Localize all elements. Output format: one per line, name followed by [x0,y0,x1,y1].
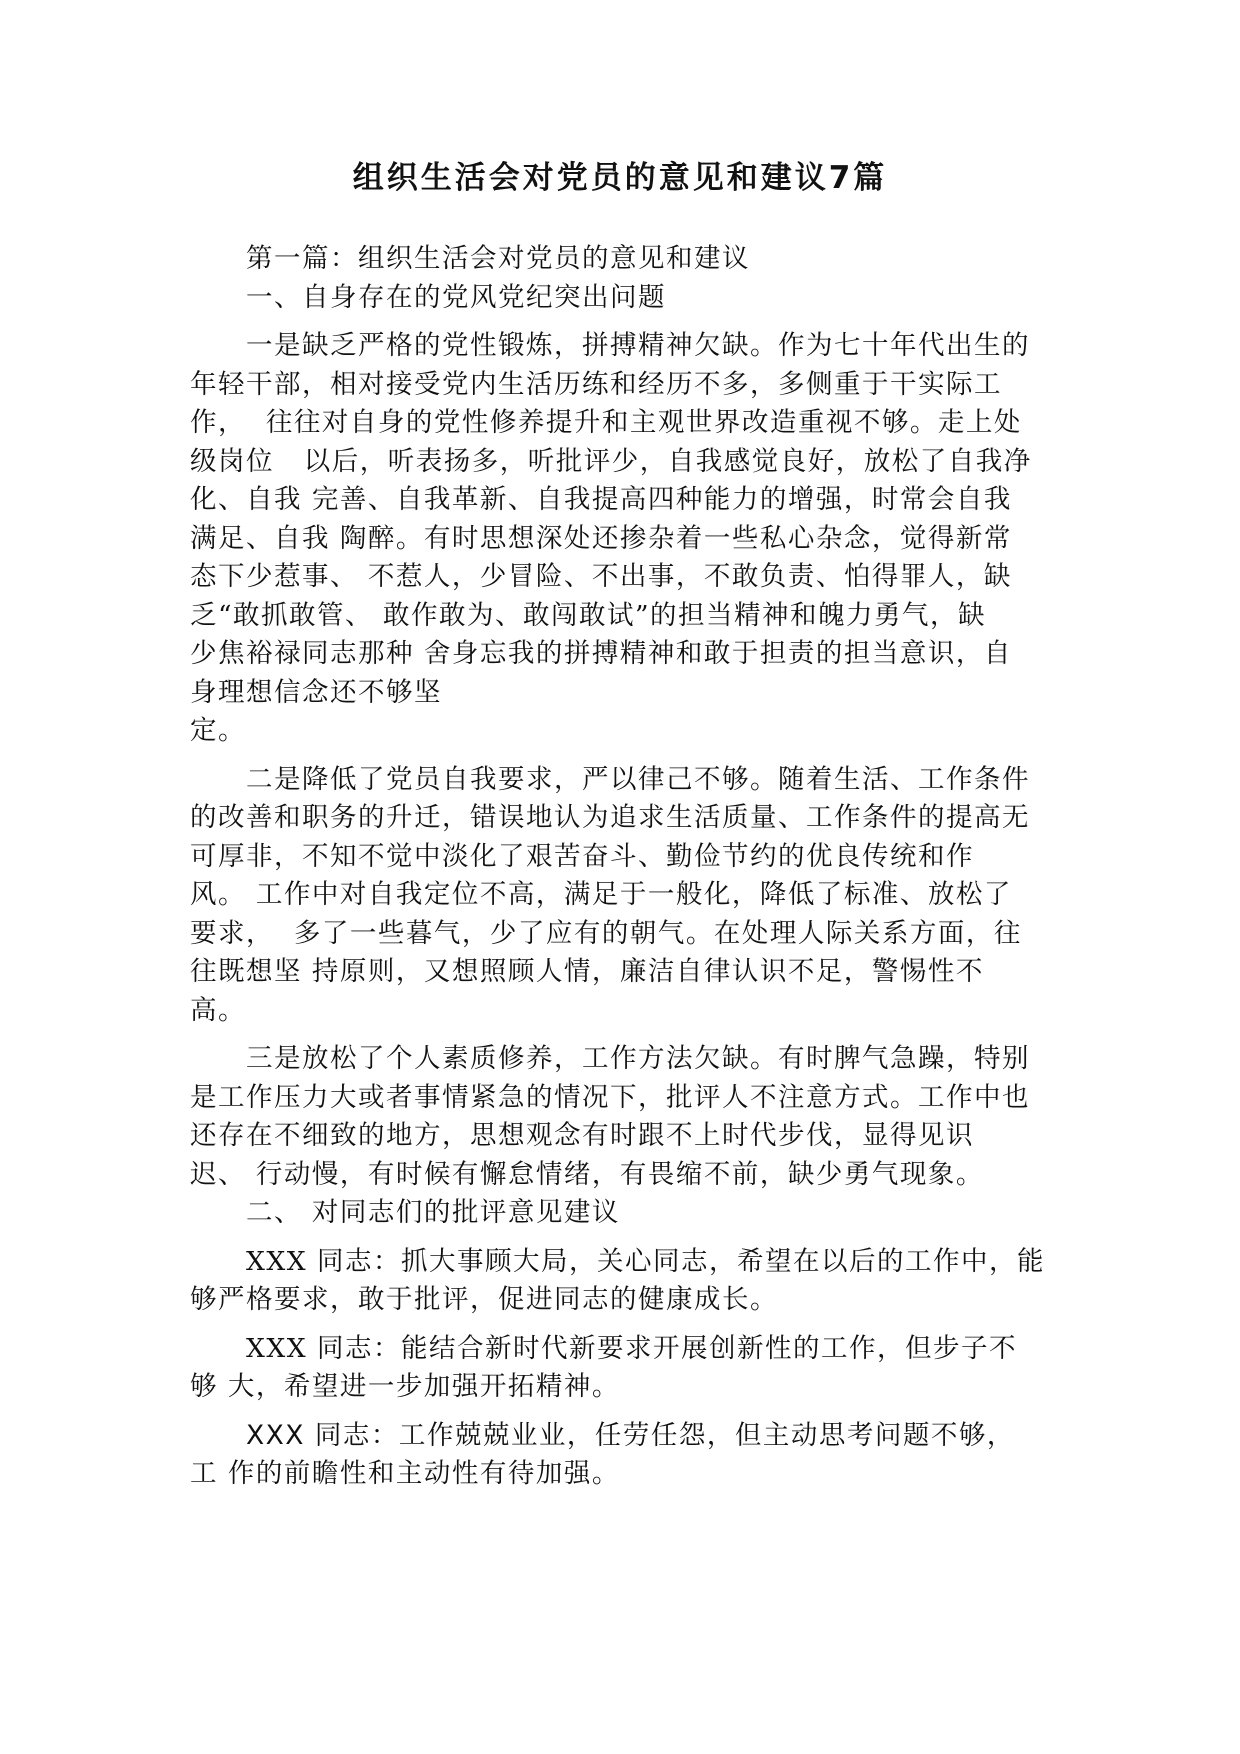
paragraph-1 [190,327,1060,751]
paragraph-line: 往既想坚 持原则，又想照顾人情，廉洁自律认识不足，警惕性不 [190,956,984,987]
paragraph-line: 三是放松了个人素质修养，工作方法欠缺。有时脾气急躁，特别 [246,1043,1030,1074]
paragraph-line: 化、自我 完善、自我革新、自我提高四种能力的增强，时常会自我 [190,484,1012,515]
document-title: 组织生活会对党员的意见和建议7篇 [352,160,888,196]
paragraph-line: 高。 [190,994,246,1026]
paragraph-line: XXX 同志：能结合新时代新要求开展创新性的工作，但步子不 [246,1332,1018,1364]
paragraph-line: 身理想信念还不够坚 [190,676,442,708]
paragraph-line: 要求， 多了一些暮气，少了应有的朝气。在处理人际关系方面，往 [190,917,1022,949]
paragraph-line: 少焦裕禄同志那种 舍身忘我的拼搏精神和敢于担责的担当意识，自 [190,638,1012,669]
paragraph-line: 迟、 行动慢，有时候有懈怠情绪，有畏缩不前，缺少勇气现象。 [190,1158,984,1190]
paragraph-6 [190,1417,1060,1494]
heading-1: 一、自身存在的党风党纪突出问题 [246,281,666,313]
paragraph-3 [190,1040,1060,1194]
paragraph-line: 风。 工作中对自我定位不高，满足于一般化，降低了标准、放松了 [190,879,1012,910]
comrade-name: XXX [246,1419,305,1451]
paragraph-line [190,1417,1060,1456]
paragraph-line: 定。 [190,715,246,746]
paragraph-line: 级岗位 以后，听表扬多，听批评少，自我感觉良好，放松了自我净 [190,445,1032,477]
paragraph-line: 一是缺乏严格的党性锻炼，拼搏精神欠缺。作为七十年代出生的 [246,330,1030,361]
paragraph-line: 乏“敢抓敢管、 敢作敢为、敢闯敢试”的担当精神和魄力勇气，缺 [190,599,987,631]
paragraph-line: 可厚非，不知不觉中淡化了艰苦奋斗、勤俭节约的优良传统和作 [190,840,974,872]
section-title: 第一篇：组织生活会对党员的意见和建议 [246,243,750,274]
paragraph-line: 满足、自我 陶醉。有时思想深处还掺杂着一些私心杂念，觉得新常 [190,522,1012,554]
paragraph-line: 的改善和职务的升迁，错误地认为追求生活质量、工作条件的提高无 [190,802,1030,833]
paragraph-line: 二是降低了党员自我要求，严以律己不够。随着生活、工作条件 [246,763,1030,795]
paragraph-line: 够 大，希望进一步加强开拓精神。 [190,1371,620,1402]
paragraph-line: 态下少惹事、 不惹人，少冒险、不出事，不敢负责、怕得罪人，缺 [190,561,1012,592]
paragraph-4 [190,1243,1060,1320]
paragraph-5 [190,1330,1060,1407]
paragraph-line: 工 作的前瞻性和主动性有待加强。 [190,1458,620,1489]
paragraph-line: 作， 往往对自身的党性修养提升和主观世界改造重视不够。走上处 [190,407,1022,438]
paragraph-line: 够严格要求，敢于批评，促进同志的健康成长。 [190,1284,778,1315]
paragraph-line: XXX 同志：抓大事顾大局，关心同志，希望在以后的工作中，能 [246,1245,1046,1277]
paragraph-line: 还存在不细致的地方，思想观念有时跟不上时代步伐，显得见识 [190,1120,974,1151]
paragraph-2 [190,761,1060,1031]
heading-2: 二、 对同志们的批评意见建议 [246,1197,620,1228]
document-body [190,240,1060,1494]
paragraph-line: 是工作压力大或者事情紧急的情况下，批评人不注意方式。工作中也 [190,1081,1030,1113]
paragraph-line: 年轻干部，相对接受党内生活历练和经历不多，多侧重于干实际工 [190,368,1002,400]
paragraph-text: 同志：工作兢兢业业，任劳任怨，但主动思考问题不够， [304,1419,1015,1451]
